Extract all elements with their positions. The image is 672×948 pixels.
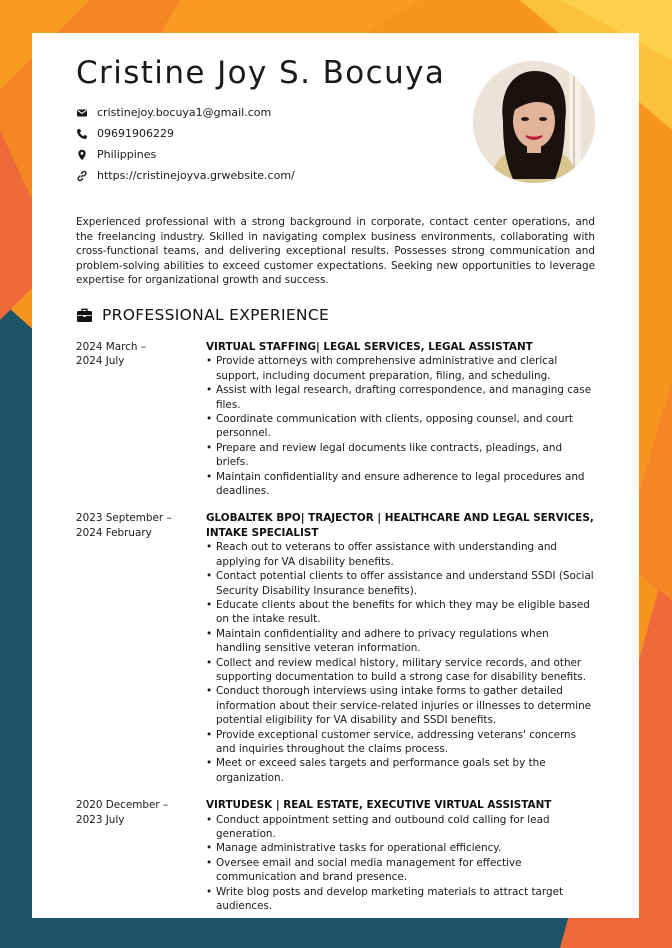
profile-photo — [473, 61, 595, 183]
job-responsibilities — [206, 354, 595, 498]
job-bullet: • Maintain confidentiality and ensure adherence to legal procedures and deadlines. — [206, 470, 595, 499]
contact-phone-text: 09691906229 — [97, 127, 174, 140]
job-date-start: 2024 March – — [76, 341, 146, 353]
job-bullet: • Provide attorneys with comprehensive administrative and clerical support, including document preparation, filing, and scheduling. — [206, 354, 595, 383]
job-date-end: 2023 July — [76, 813, 125, 826]
job-responsibilities — [206, 540, 595, 785]
mail-icon — [76, 107, 88, 119]
job-bullet: • Reach out to veterans to offer assistance with understanding and applying for VA disability benefits. — [206, 540, 595, 569]
job-date-start: 2023 September – — [76, 512, 172, 525]
briefcase-icon — [76, 307, 93, 324]
job-bullet: • Assist with legal research, drafting correspondence, and managing case files. — [206, 383, 595, 412]
job-details — [206, 511, 595, 785]
contact-email-text: cristinejoy.bocuya1@gmail.com — [97, 106, 272, 119]
resume-page — [32, 33, 639, 918]
experience-heading: PROFESSIONAL EXPERIENCE — [102, 306, 330, 324]
experience-list — [76, 340, 595, 918]
location-pin-icon — [76, 149, 88, 161]
job-bullet: • Oversee email and social media management for effective communication and brand presence. — [206, 856, 595, 885]
job-bullet: • Manage administrative tasks for operational efficiency. — [206, 841, 595, 855]
job-details — [206, 798, 595, 913]
job-title: VIRTUDESK | REAL ESTATE, EXECUTIVE VIRTUAL ASSISTANT — [206, 799, 552, 812]
job-dates — [76, 511, 206, 785]
job-bullet: • Contact potential clients to offer assistance and understand SSDI (Social Security Disability Insurance benefits). — [206, 569, 595, 598]
job-bullet: • Meet or exceed sales targets and performance goals set by the organization. — [206, 756, 595, 785]
phone-icon — [76, 128, 88, 140]
job-date-end: 2024 July — [76, 355, 125, 368]
job-bullet: • Coordinate communication with clients, opposing counsel, and court personnel. — [206, 412, 595, 441]
professional-summary: Experienced professional with a strong background in corporate, contact center operations, and the freelancing industry. Skilled in navigating complex business environments, collaborating with cross-functional teams, and delivering exceptional results. Possesses strong communication and problem-solving abilities to exceed customer expectations. Seeking new opportunities to leverage expertise for organizational growth and success. — [76, 216, 595, 287]
job-responsibilities — [206, 813, 595, 914]
job-entry — [76, 511, 595, 785]
job-date-end: 2024 February — [76, 526, 152, 539]
experience-section-header — [76, 306, 329, 324]
job-bullet: • Prepare and review legal documents like contracts, pleadings, and briefs. — [206, 441, 595, 470]
job-entry — [76, 340, 595, 498]
job-bullet: • Educate clients about the benefits for which they may be eligible based on the intake result. — [206, 598, 595, 627]
job-bullet: • Write blog posts and develop marketing materials to attract target audiences. — [206, 885, 595, 914]
job-bullet: • Conduct thorough interviews using intake forms to gather detailed information about their service-related injuries or illnesses to determine potential eligibility for VA disability and SSDI benefits. — [206, 684, 595, 727]
job-bullet: • Maintain confidentiality and adhere to privacy regulations when handling sensitive veteran information. — [206, 627, 595, 656]
job-details — [206, 340, 595, 498]
job-bullet: • Conduct appointment setting and outbound cold calling for lead generation. — [206, 813, 595, 842]
contact-website-text: https://cristinejoyva.grwebsite.com/ — [97, 169, 295, 182]
job-dates — [76, 798, 206, 913]
job-bullet: • Provide exceptional customer service, addressing veterans' concerns and inquiries throughout the claims process. — [206, 728, 595, 757]
job-date-start: 2020 December – — [76, 799, 169, 812]
job-title: GLOBALTEK BPO| TRAJECTOR | HEALTHCARE AND LEGAL SERVICES, INTAKE SPECIALIST — [206, 512, 594, 539]
candidate-name: Cristine Joy S. Bocuya — [76, 55, 446, 91]
job-dates — [76, 340, 206, 498]
job-title: VIRTUAL STAFFING| LEGAL SERVICES, LEGAL ASSISTANT — [206, 341, 533, 353]
job-bullet: • Collect and review medical history, military service records, and other supporting documentation to build a strong case for disability benefits. — [206, 656, 595, 685]
link-icon — [76, 170, 88, 182]
contact-location-text: Philippines — [97, 148, 157, 161]
job-entry — [76, 798, 595, 913]
